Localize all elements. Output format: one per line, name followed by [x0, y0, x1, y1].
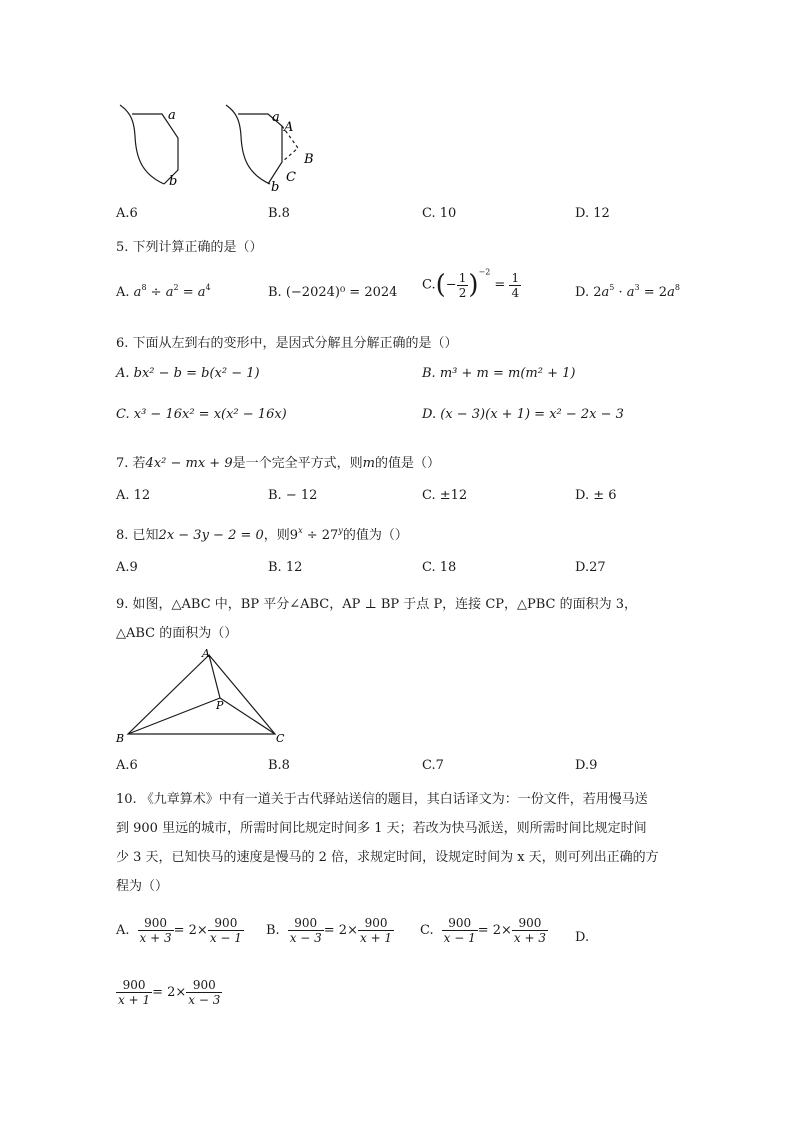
- q5-stem: 5. 下列计算正确的是（）: [116, 240, 263, 255]
- q10-option-b-label: B.: [266, 923, 280, 938]
- q7-stem-end: 的值是（）: [374, 456, 440, 471]
- q4-figure: [112, 100, 342, 192]
- q9-label-P: P: [216, 699, 224, 712]
- q10-d-den1: x + 1: [118, 993, 151, 1007]
- q5-option-d-label: D.: [575, 285, 590, 300]
- q10-stem: [116, 785, 696, 901]
- q8-stem-end: 的值为（）: [342, 528, 408, 543]
- q8-stem-mid: ，则: [263, 528, 290, 543]
- q10-b-num2: 900: [358, 916, 394, 931]
- q9-triangle-figure: [112, 645, 292, 745]
- q4-left-shape: [120, 105, 164, 184]
- q5-option-b-label: B.: [268, 285, 282, 300]
- q10-a-times: = 2×: [173, 923, 208, 938]
- q8-option-d: D.27: [575, 560, 606, 575]
- q6-option-d: D. (x − 3)(x + 1) = x² − 2x − 3: [422, 407, 624, 422]
- q10-d-num1: 900: [116, 978, 152, 993]
- q10-stem-line4: 程为（）: [116, 879, 169, 894]
- q4-right-shape: [226, 105, 270, 184]
- q4-option-b: B.8: [268, 206, 290, 221]
- q4-label-A: A: [284, 120, 294, 135]
- q4-label-a1: a: [168, 108, 176, 123]
- q6-stem: 6. 下面从左到右的变形中，是因式分解且分解正确的是（）: [116, 336, 458, 351]
- q7-stem: [116, 452, 440, 471]
- q10-b-num1: 900: [288, 916, 324, 931]
- q7-stem-var: m: [362, 456, 375, 471]
- q6-option-c: C. x³ − 16x² = x(x² − 16x): [116, 407, 287, 422]
- q5-option-d-expr: $2a^5 \cdot a^3 = 2a^8$: [593, 283, 680, 300]
- q10-stem-line3: 少 3 天，已知快马的速度是慢马的 2 倍，求规定时间，设规定时间为 x 天，则可列出正确的方: [116, 850, 659, 865]
- q5-option-b-expr: (−2024)⁰ = 2024: [285, 285, 398, 300]
- q7-stem-expr: 4x² − mx + 9: [145, 456, 233, 471]
- q4-option-a: A.6: [116, 206, 138, 221]
- q4-option-c: C. 10: [422, 206, 457, 221]
- q7-option-c: C. ±12: [422, 488, 468, 503]
- q5-option-a-label: A.: [116, 285, 130, 300]
- q10-c-den2: x + 3: [513, 931, 547, 945]
- q10-a-den2: x − 1: [209, 931, 242, 945]
- q4-label-b2: b: [271, 180, 280, 192]
- q7-option-d: D. ± 6: [575, 488, 617, 503]
- q5-option-a-expr: $a^8 \div a^2 = a^4$: [133, 283, 211, 300]
- q8-stem-formula: $9^x \div 27^y$: [289, 526, 343, 543]
- q9-option-b: B.8: [268, 758, 290, 773]
- q8-option-a: A.9: [116, 560, 138, 575]
- q10-option-b: [266, 916, 394, 945]
- q10-a-num1: 900: [138, 916, 174, 931]
- q10-c-num2: 900: [512, 916, 548, 931]
- q10-stem-line2: 到 900 里远的城市，所需时间比规定时间多 1 天；若改为快马派送，则所需时间比规定时间: [116, 821, 647, 836]
- q10-option-c: [420, 916, 548, 945]
- q4-label-b1: b: [169, 174, 178, 189]
- q10-b-den1: x − 3: [289, 931, 322, 945]
- q7-stem-pre: 7. 若: [116, 456, 146, 471]
- q9-option-d: D.9: [575, 758, 598, 773]
- q9-segment-bp: [128, 698, 220, 734]
- q4-label-C: C: [286, 170, 296, 185]
- q10-a-num2: 900: [208, 916, 244, 931]
- q6-option-a: A. bx² − b = b(x² − 1): [116, 366, 260, 381]
- q10-c-times: = 2×: [477, 923, 512, 938]
- q10-d-num2: 900: [186, 978, 222, 993]
- q5-option-b: [268, 285, 397, 300]
- q9-label-C: C: [276, 732, 285, 745]
- q6-option-b: B. m³ + m = m(m² + 1): [422, 366, 576, 381]
- q10-c-den1: x − 1: [443, 931, 476, 945]
- q4-label-B: B: [304, 152, 314, 167]
- q10-option-a-label: A.: [116, 923, 130, 938]
- q5-option-c-label: C.: [422, 277, 436, 293]
- q9-label-B: B: [116, 732, 125, 745]
- q8-stem-pre: 8. 已知: [116, 528, 159, 543]
- q8-stem-expr: 2x − 3y − 2 = 0: [158, 528, 264, 543]
- q10-option-a: [116, 916, 244, 945]
- q5-option-a: [116, 285, 211, 300]
- q10-option-c-label: C.: [420, 923, 434, 938]
- q9-option-c: C.7: [422, 758, 444, 773]
- q10-b-den2: x + 1: [359, 931, 393, 945]
- q10-option-d-label: D.: [575, 930, 590, 945]
- q10-stem-line1: 10. 《九章算术》中有一道关于古代驿站送信的题目，其白话译文为：一份文件，若用慢马送: [116, 792, 648, 807]
- q8-stem: [116, 524, 408, 543]
- q8-option-c: C. 18: [422, 560, 457, 575]
- q7-option-a: A. 12: [116, 488, 151, 503]
- q8-option-b: B. 12: [268, 560, 303, 575]
- q9-stem-line2: △ABC 的面积为（）: [116, 626, 238, 641]
- q10-a-den1: x + 3: [139, 931, 172, 945]
- q9-stem-line1: 9. 如图，△ABC 中，BP 平分∠ABC，AP ⊥ BP 于点 P，连接 CP，△PBC 的面积为 3，: [116, 597, 638, 612]
- q10-d-den2: x − 3: [188, 993, 221, 1007]
- q5-option-d: [575, 285, 680, 300]
- q4-label-a2: a: [272, 110, 280, 125]
- q10-option-d: [116, 978, 222, 1007]
- q7-option-b: B. − 12: [268, 488, 318, 503]
- q9-segment-cp: [220, 698, 275, 734]
- q9-triangle-abc: [128, 655, 275, 734]
- q9-label-A: A: [202, 647, 210, 660]
- q7-stem-post: 是一个完全平方式，则: [232, 456, 363, 471]
- q5-option-c: C.(− $\frac{1}{2}$ )$^{-2}$ = $\frac{1}{4}$: [422, 267, 520, 300]
- q10-d-times: = 2×: [152, 985, 187, 1000]
- q10-c-num1: 900: [442, 916, 478, 931]
- q10-b-times: = 2×: [323, 923, 358, 938]
- q4-option-d: D. 12: [575, 206, 610, 221]
- q9-option-a: A.6: [116, 758, 138, 773]
